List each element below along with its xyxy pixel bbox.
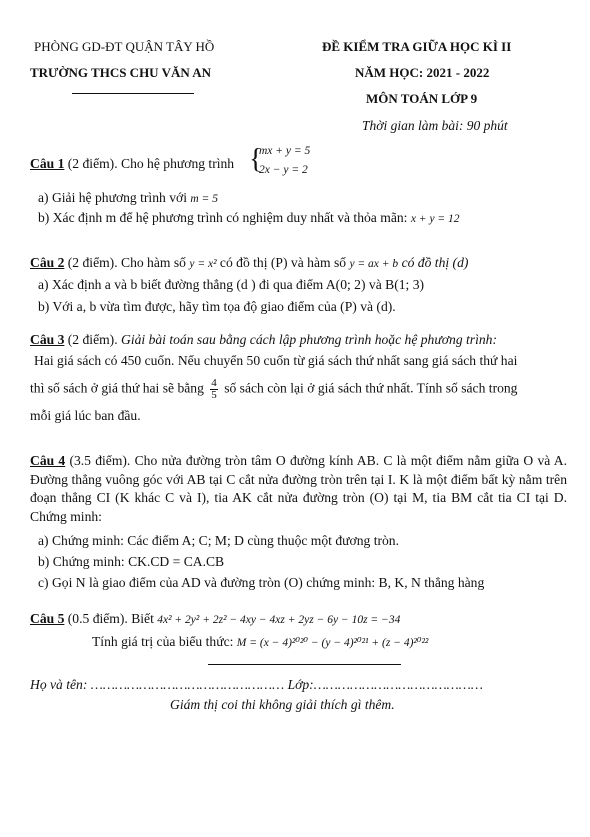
subject-title: MÔN TOÁN LỚP 9 (366, 91, 478, 106)
fraction-four-fifths: $\frac{4}{5}$ (211, 377, 217, 401)
proctor-note: Giám thị coi thi không giải thích gì thêm. (170, 697, 395, 712)
question-5: Câu 5 (0.5 điểm). Biết 4x² + 2y² + 2z² − 4xy − 4xz + 2yz − 6y − 10z = −34 (30, 611, 401, 626)
question-1-label: Câu 1 (30, 156, 65, 171)
question-1-intro: (2 điểm). Cho hệ phương trình (64, 156, 235, 171)
question-5-expression: M = (x − 4)²⁰²⁰ − (y − 4)²⁰²¹ + (z − 4)²⁰²² (236, 637, 429, 649)
question-3-line-2: thì số sách ở giá thứ hai sẽ bằng $\frac{4}{5}$ số sách còn lại ở giá sách thứ nhất. Tính số sách trong (30, 377, 518, 401)
question-4 (30, 452, 567, 526)
question-1 (30, 156, 234, 172)
question-4-part-c: c) Gọi N là giao điểm của AD và đường tròn (O) chứng minh: B, K, N thẳng hàng (38, 575, 485, 590)
school-year: NĂM HỌC: 2021 - 2022 (355, 65, 490, 80)
function-p: y = x² (189, 258, 217, 270)
question-1-part-b: b) Xác định m để hệ phương trình có nghiệm duy nhất và thỏa mãn: x + y = 12 (38, 210, 460, 225)
question-4-part-b: b) Chứng minh: CK.CD = CA.CB (38, 554, 225, 569)
question-4-label: Câu 4 (30, 453, 66, 468)
system-eq-2: 2x − y = 2 (259, 164, 308, 176)
question-2-part-a: a) Xác định a và b biết đường thẳng (d ) đi qua điểm A(0; 2) và B(1; 3) (38, 277, 425, 292)
function-d: y = ax + b (349, 258, 399, 270)
question-2-part-b: b) Với a, b vừa tìm được, hãy tìm tọa độ giao điểm của (P) và (d). (38, 299, 396, 314)
question-4-body: (3.5 điểm). Cho nửa đường tròn tâm O đường kính AB. C là một điểm nằm giữa O và A. Đường thẳng vuông góc với AB tại C cắt nửa đường tròn trên tại I. K là một điểm bất kỳ nằm trên đoạn thẳng CI (K khác C và I), tia AK cắt nửa đường tròn (O) tại M, tia BM cắt tia CI tại D. Chứng minh: (30, 453, 567, 524)
system-brace: { (249, 144, 263, 175)
exam-title: ĐỀ KIỂM TRA GIỮA HỌC KÌ II (322, 39, 512, 54)
exam-duration: Thời gian làm bài: 90 phút (362, 118, 508, 133)
question-2: Câu 2 (2 điểm). Cho hàm số y = x² có đồ thị (P) và hàm số y = ax + b có đồ thị (d) (30, 255, 469, 270)
question-5-task: Tính giá trị của biểu thức: M = (x − 4)²⁰²⁰ − (y − 4)²⁰²¹ + (z − 4)²⁰²² (92, 634, 429, 649)
question-3-instruction: Giải bài toán sau bằng cách lập phương trình hoặc hệ phương trình: (121, 332, 497, 347)
question-4-part-a: a) Chứng minh: Các điểm A; C; M; D cùng thuộc một đương tròn. (38, 533, 399, 548)
header-divider (72, 93, 194, 94)
system-eq-1: mx + y = 5 (259, 145, 311, 157)
question-5-label: Câu 5 (30, 611, 65, 626)
question-3-label: Câu 3 (30, 332, 65, 347)
department-name: PHÒNG GD-ĐT QUẬN TÂY HỒ (34, 39, 215, 54)
question-2-label: Câu 2 (30, 255, 65, 270)
question-3-line-1: Hai giá sách có 450 cuốn. Nếu chuyển 50 cuốn từ giá sách thứ nhất sang giá sách thứ hai (34, 353, 518, 368)
question-3: Câu 3 (2 điểm). Giải bài toán sau bằng cách lập phương trình hoặc hệ phương trình: (30, 332, 497, 347)
question-3-line-3: mỗi giá lúc ban đầu. (30, 408, 141, 423)
part-a-math: m = 5 (190, 193, 218, 205)
footer-divider (208, 664, 401, 665)
question-1-part-a: a) Giải hệ phương trình với m = 5 (38, 190, 218, 205)
question-5-given: 4x² + 2y² + 2z² − 4xy − 4xz + 2yz − 6y − 10z = −34 (157, 614, 401, 626)
part-b-math: x + y = 12 (410, 213, 460, 225)
student-info-line: Họ và tên: ………………………………………… Lớp:…………………………………… (30, 677, 483, 692)
school-name: TRƯỜNG THCS CHU VĂN AN (30, 65, 212, 80)
